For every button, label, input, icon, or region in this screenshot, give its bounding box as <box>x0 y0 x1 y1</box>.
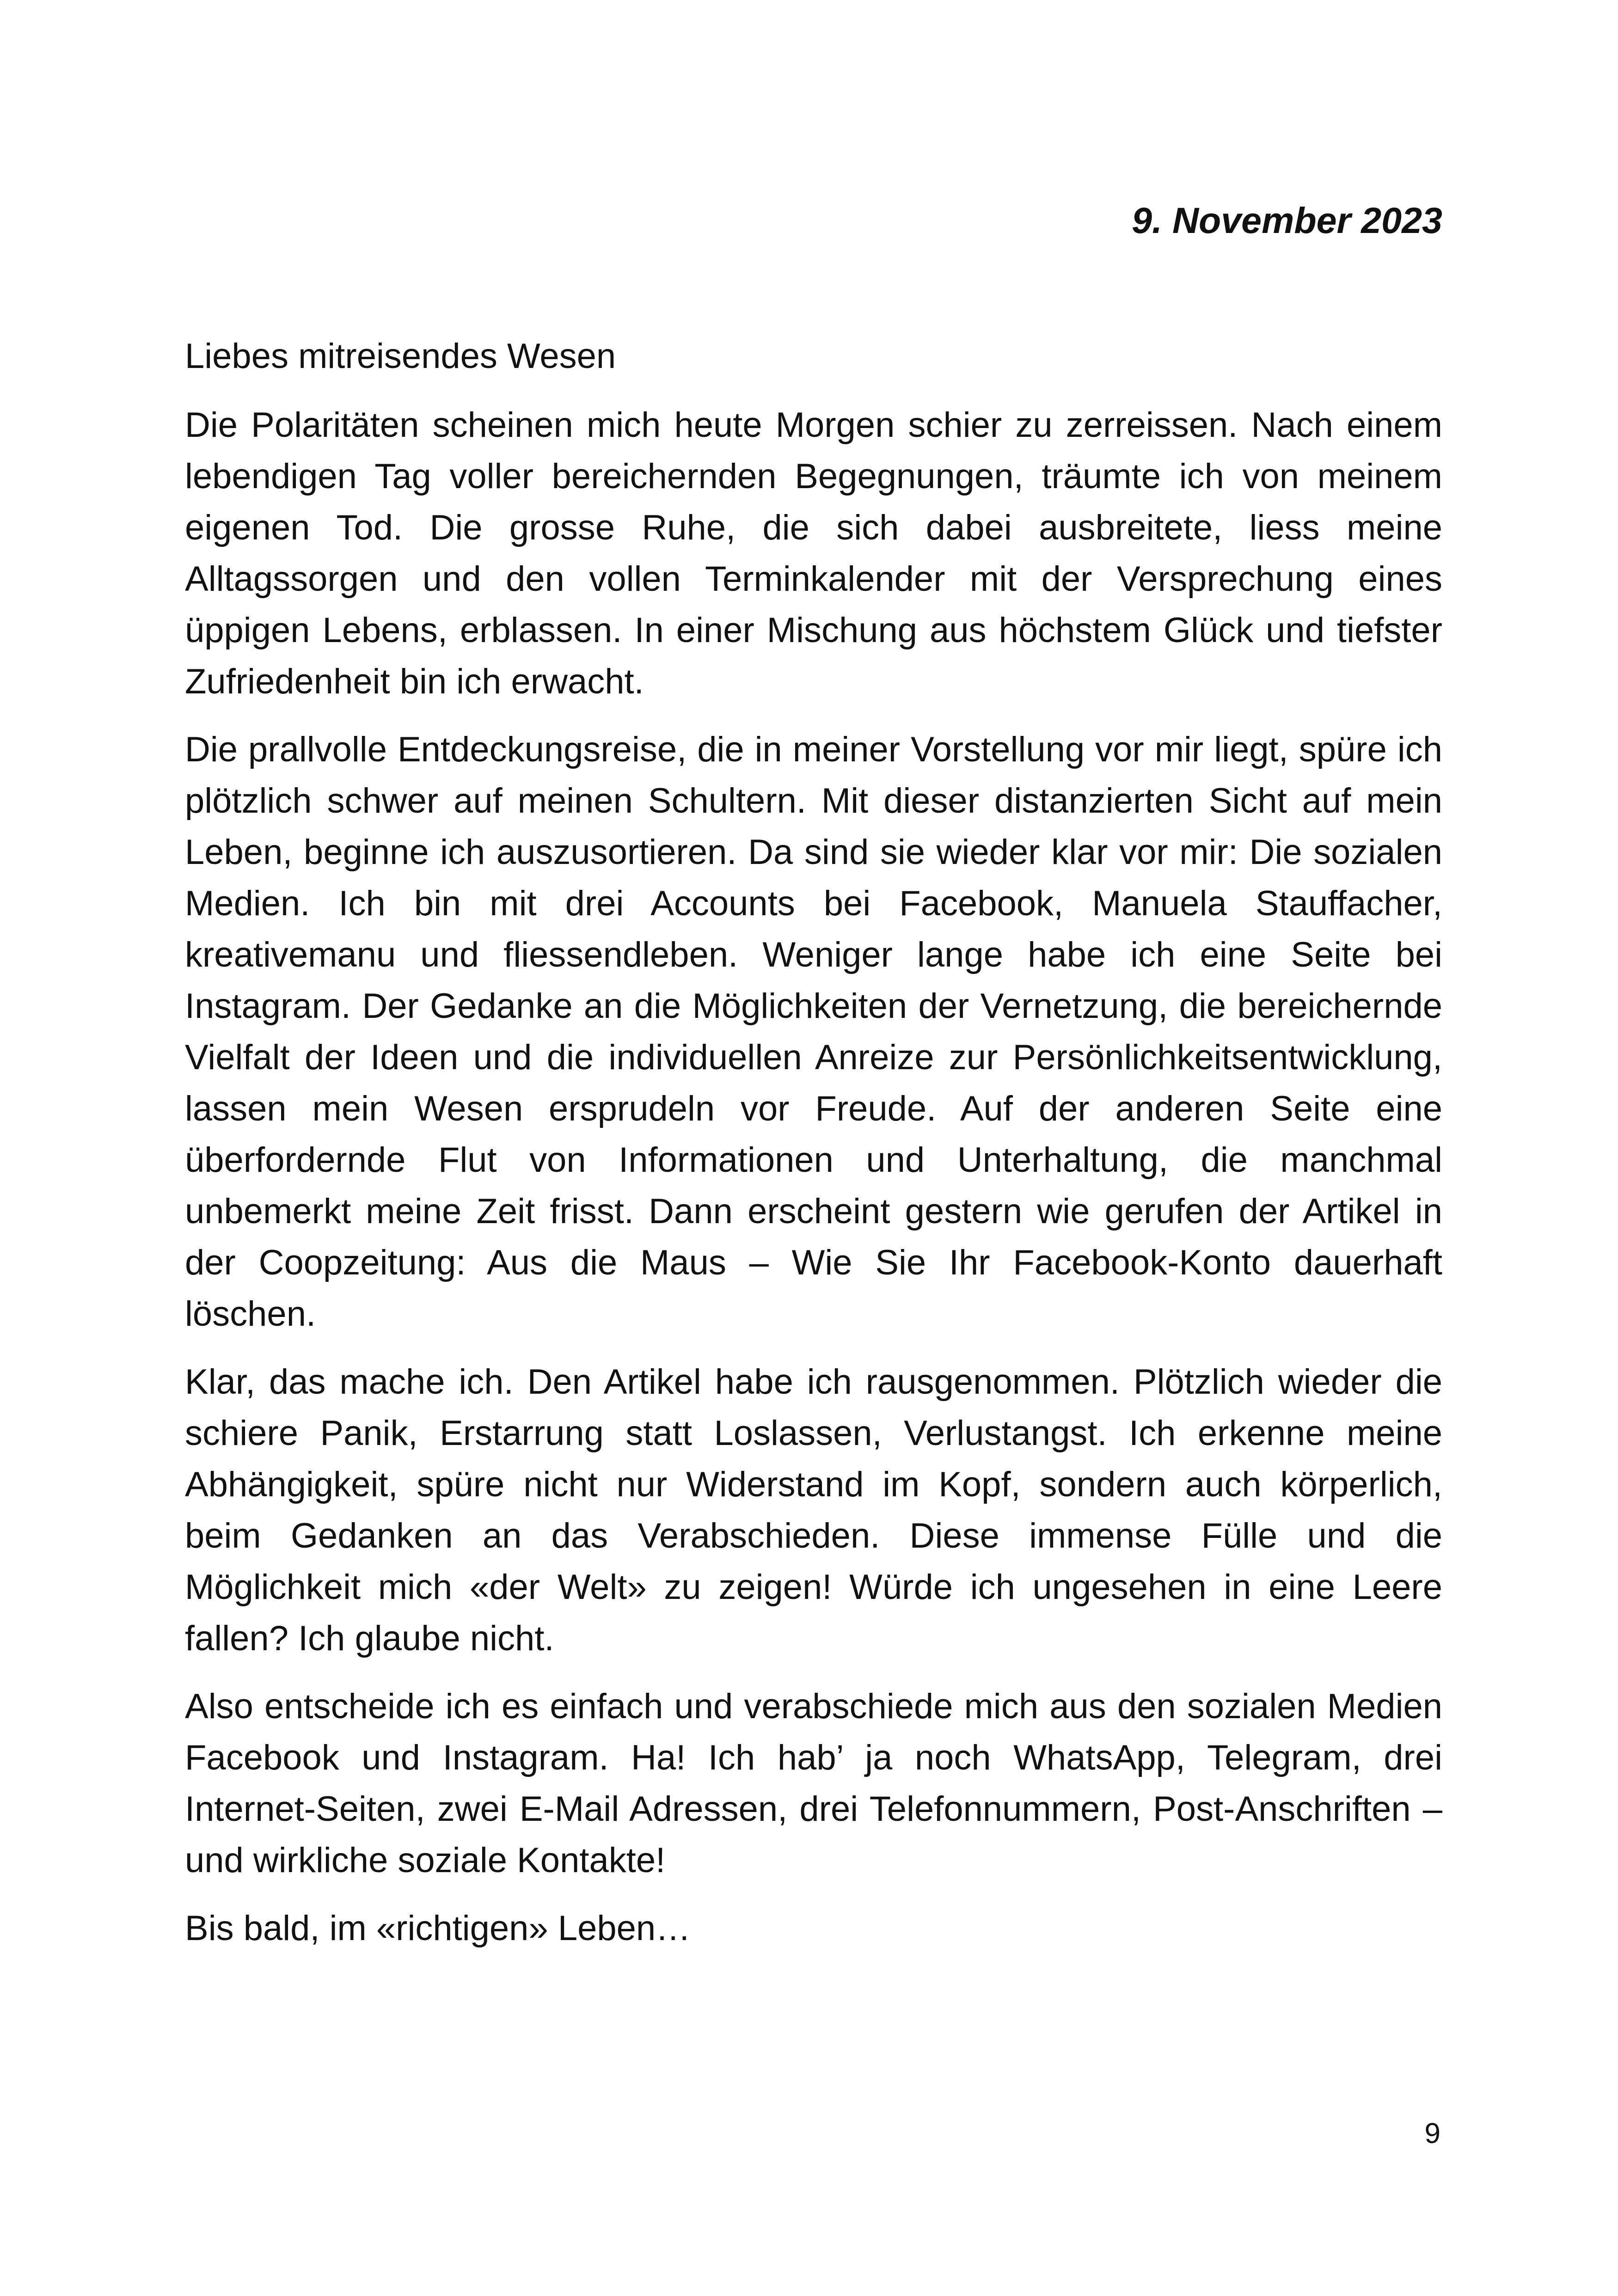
letter-paragraph-2: Die prallvolle Entdeckungsreise, die in meiner Vorstellung vor mir liegt, spüre ich plötzlich schwer auf meinen Schultern. Mit dieser distanzierten Sicht auf mein Leben, beginne ich auszusortieren. Da sind sie wieder klar vor mir: Die sozialen Medien. Ich bin mit drei Accounts bei Facebook, Manuela Stauffacher, kreativemanu und fliessendleben. Weniger lange habe ich eine Seite bei Instagram. Der Gedanke an die Möglichkeiten der Vernetzung, die bereichernde Vielfalt der Ideen und die individuellen Anreize zur Persönlichkeitsentwicklung, lassen mein Wesen ersprudeln vor Freude. Auf der anderen Seite eine überfordernde Flut von Informationen und Unterhaltung, die manchmal unbemerkt meine Zeit frisst. Dann erscheint gestern wie gerufen der Artikel in der Coopzeitung: Aus die Maus – Wie Sie Ihr Facebook-Konto dauerhaft löschen. <box>185 730 1442 1334</box>
letter-closing: Bis bald, im «richtigen» Leben… <box>185 1909 691 1948</box>
page-number: 9 <box>1424 2118 1440 2149</box>
letter-body <box>185 331 1442 1971</box>
letter-salutation: Liebes mitreisendes Wesen <box>185 337 616 376</box>
letter-paragraph-4: Also entscheide ich es einfach und verabschiede mich aus den sozialen Medien Facebook und Instagram. Ha! Ich hab’ ja noch WhatsApp, Telegram, drei Internet-Seiten, zwei E-Mail Adressen, drei Telefonnummern, Post-Anschriften – und wirkliche soziale Kontakte! <box>185 1687 1442 1880</box>
letter-paragraph-1: Die Polaritäten scheinen mich heute Morgen schier zu zerreissen. Nach einem lebendigen Tag voller bereichernden Begegnungen, träumte ich von meinem eigenen Tod. Die grosse Ruhe, die sich dabei ausbreitete, liess meine Alltagssorgen und den vollen Terminkalender mit der Versprechung eines üppigen Lebens, erblassen. In einer Mischung aus höchstem Glück und tiefster Zufriedenheit bin ich erwacht. <box>185 405 1442 701</box>
letter-paragraph-3: Klar, das mache ich. Den Artikel habe ich rausgenommen. Plötzlich wieder die schiere Panik, Erstarrung statt Loslassen, Verlustangst. Ich erkenne meine Abhängigkeit, spüre nicht nur Widerstand im Kopf, sondern auch körperlich, beim Gedanken an das Verabschieden. Diese immense Fülle und die Möglichkeit mich «der Welt» zu zeigen! Würde ich ungesehen in eine Leere fallen? Ich glaube nicht. <box>185 1362 1442 1658</box>
letter-date: 9. November 2023 <box>1132 200 1442 241</box>
